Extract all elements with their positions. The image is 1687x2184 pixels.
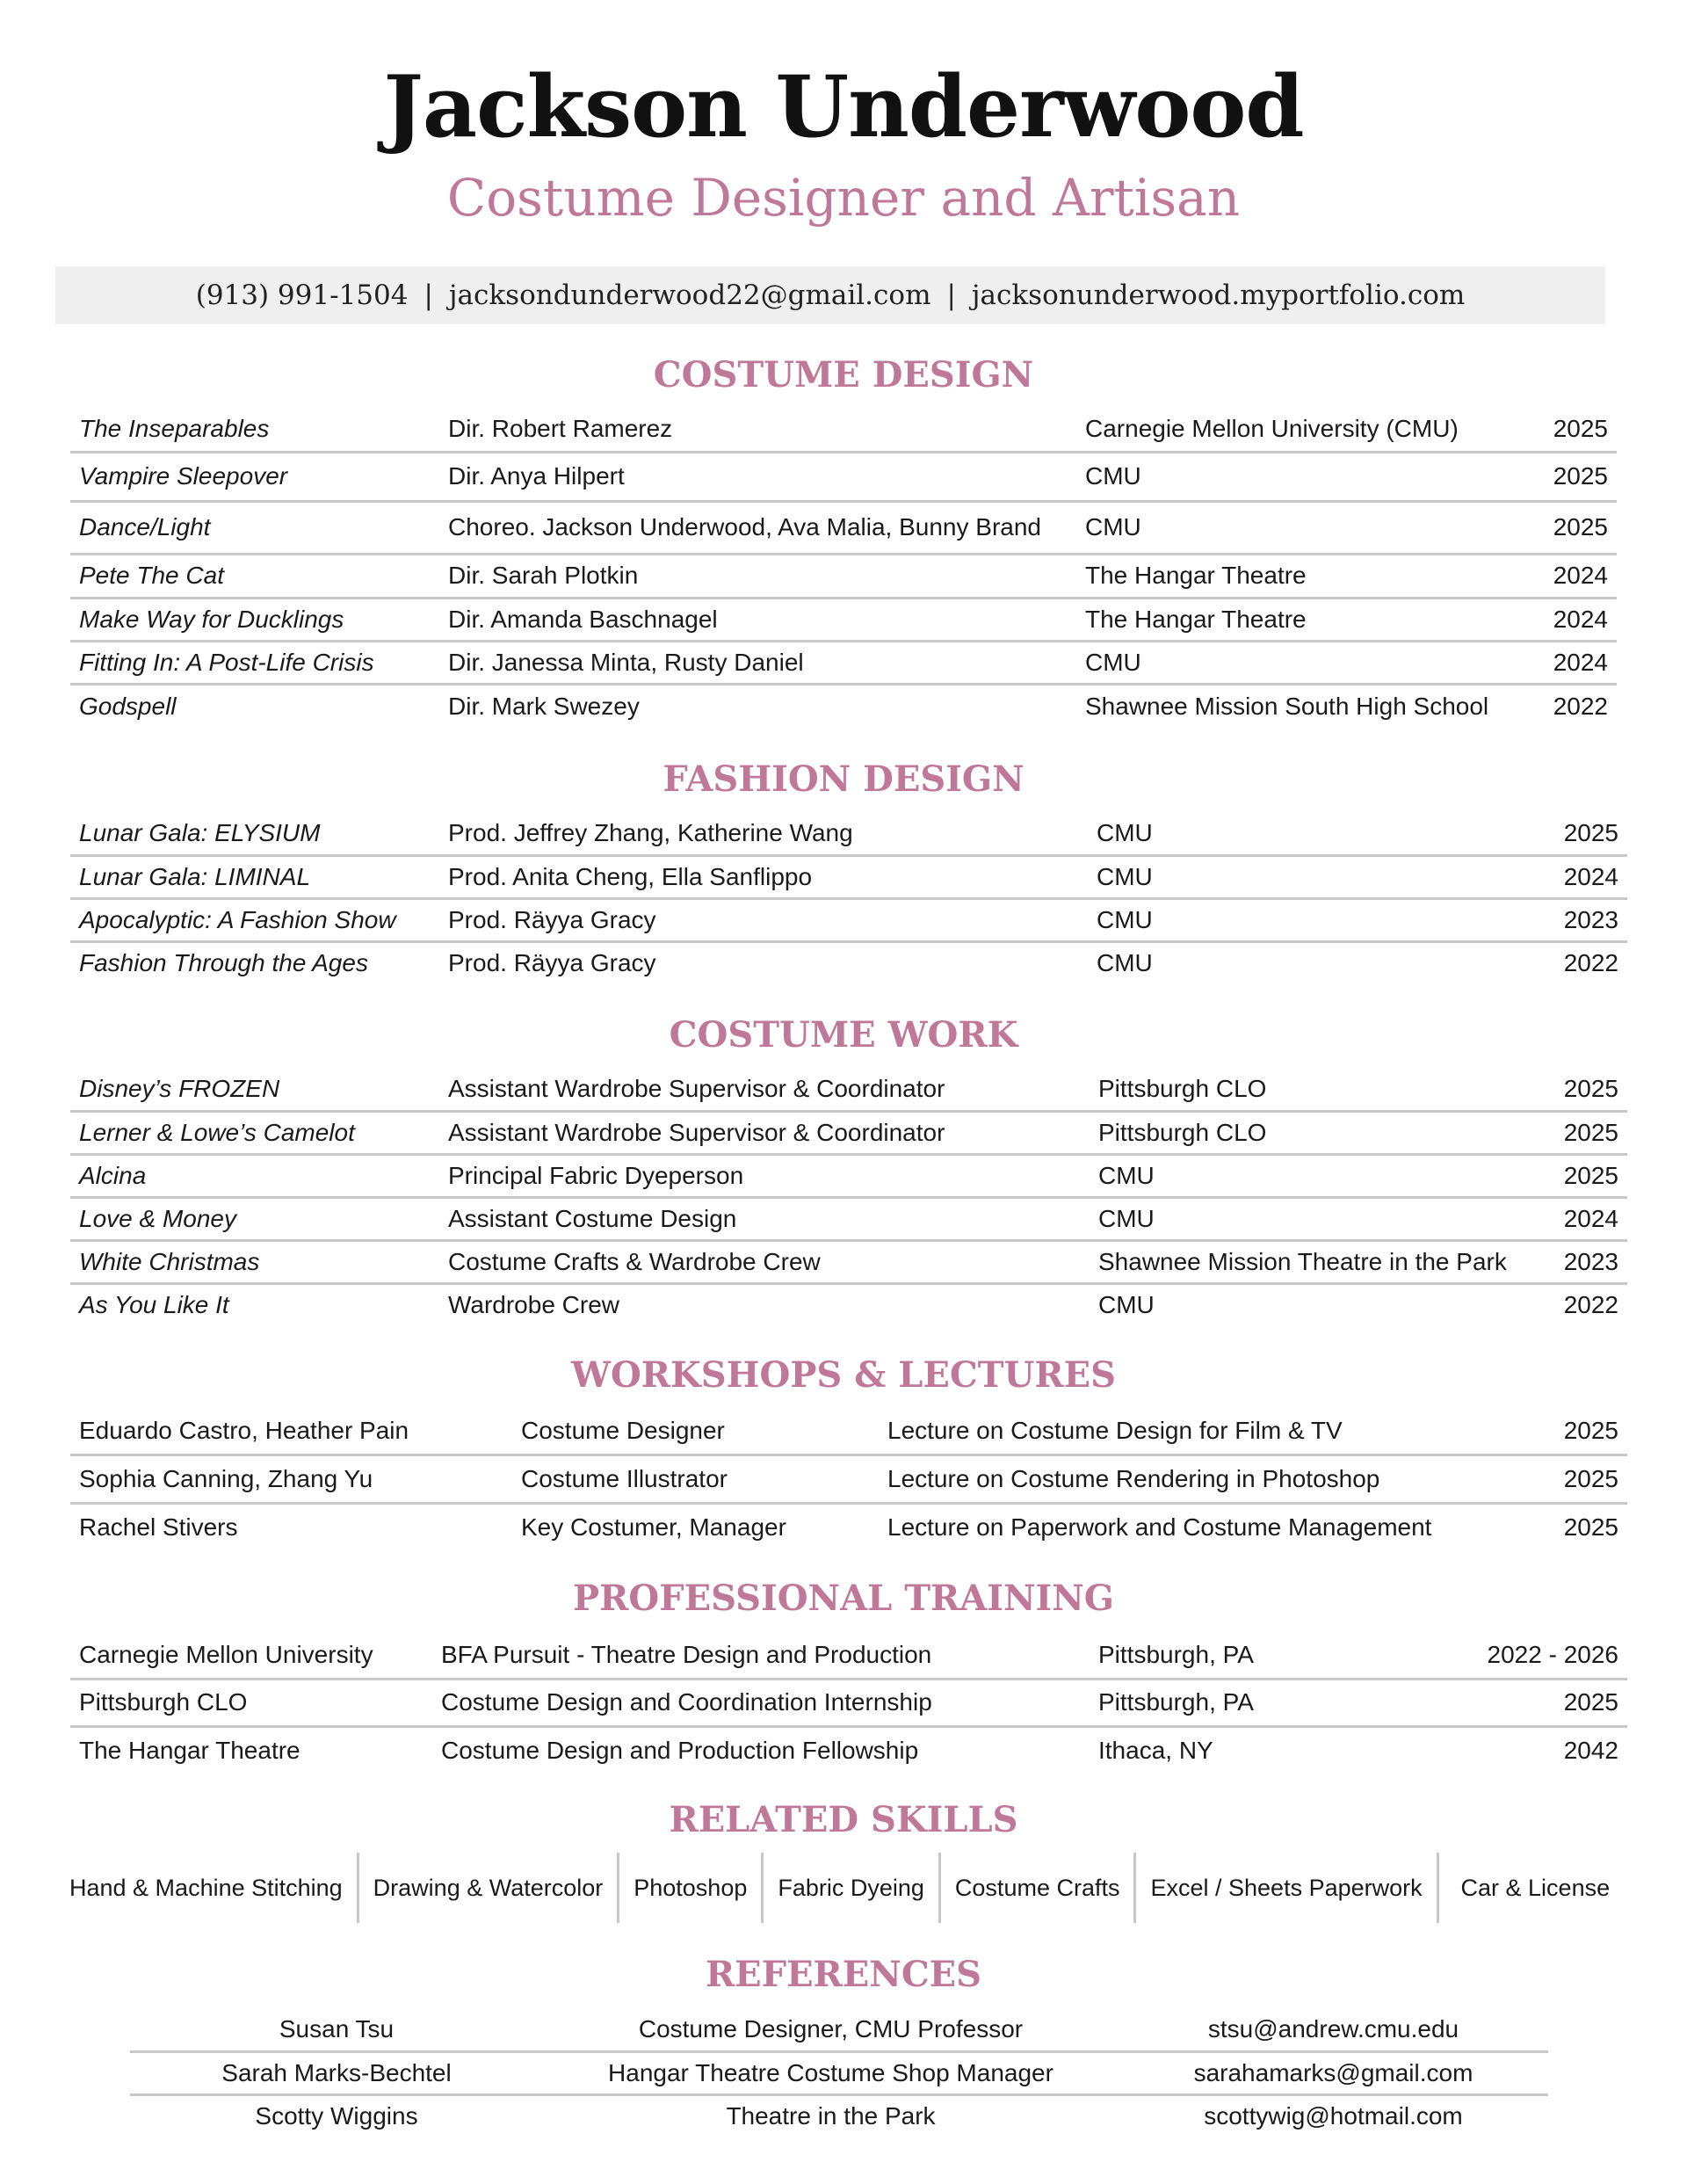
year: 2025 [1553,414,1608,442]
credit: Assistant Costume Design [439,1197,1090,1240]
year: 2024 [1520,554,1617,598]
year: 2024 [1531,855,1627,898]
table-row [70,1111,1627,1154]
year: 2025 [1531,1111,1627,1154]
contact-phone: (913) 991-1504 [195,279,409,311]
references-table [130,2008,1548,2137]
venue: Pittsburgh CLO [1098,1074,1267,1102]
venue: CMU [1088,898,1531,941]
section-title-training: PROFESSIONAL TRAINING [573,1578,1114,1619]
workshops-table [70,1408,1627,1551]
table-row [130,2051,1548,2094]
credit: Wardrobe Crew [439,1283,1090,1326]
table-row [70,1679,1627,1726]
credit: Dir. Anya Hilpert [439,452,1076,501]
contact-email[interactable]: jacksondunderwood22@gmail.com [448,279,931,311]
show-title: As You Like It [70,1283,439,1326]
skill-item: Hand & Machine Stitching [69,1874,343,1901]
credit: Assistant Wardrobe Supervisor & Coordinator [448,1074,945,1102]
table-row [70,1154,1627,1197]
organization: Carnegie Mellon University [79,1640,373,1668]
venue: Shawnee Mission South High School [1076,684,1520,728]
show-title: Vampire Sleepover [70,452,439,501]
year: 2025 [1520,501,1617,554]
credit: Costume Crafts & Wardrobe Crew [439,1240,1090,1283]
table-row [70,1726,1627,1774]
table-row [130,2008,1548,2051]
organization: Pittsburgh CLO [70,1679,432,1726]
year: 2023 [1531,898,1627,941]
reference-role: Costume Designer, CMU Professor [638,2014,1024,2043]
section-title-references: REFERENCES [705,1954,982,1995]
venue: Shawnee Mission Theatre in the Park [1090,1240,1531,1283]
section-title-costume-work: COSTUME WORK [669,1014,1018,1056]
year: 2025 [1563,1074,1618,1102]
skill-item: Excel / Sheets Paperwork [1133,1853,1436,1923]
venue: CMU [1076,501,1520,554]
venue: CMU [1090,1283,1531,1326]
venue: CMU [1076,641,1520,684]
lecture-topic: Lecture on Costume Rendering in Photoshop [879,1455,1509,1503]
location: Pittsburgh, PA [1090,1679,1469,1726]
venue: Carnegie Mellon University (CMU) [1085,414,1459,442]
section-title-fashion-design: FASHION DESIGN [662,758,1025,800]
show-title: The Inseparables [79,414,270,442]
resume-subtitle: Costume Designer and Artisan [446,168,1241,228]
resume-name: Jackson Underwood [383,57,1304,156]
year: 2025 [1509,1455,1627,1503]
year: 2022 [1520,684,1617,728]
reference-email[interactable]: scottywig@hotmail.com [1119,2094,1548,2137]
show-title: Fitting In: A Post-Life Crisis [70,641,439,684]
venue: CMU [1076,452,1520,501]
presenter: Rachel Stivers [70,1503,512,1551]
year: 2025 [1469,1679,1627,1726]
show-title: Lunar Gala: LIMINAL [70,855,439,898]
table-row [70,1240,1627,1283]
show-title: Pete The Cat [70,554,439,598]
show-title: Disney’s FROZEN [79,1074,280,1102]
year: 2024 [1531,1197,1627,1240]
table-row [70,1632,1627,1679]
credit: Dir. Sarah Plotkin [439,554,1076,598]
table-row [70,1283,1627,1326]
year: 2025 [1509,1503,1627,1551]
skill-item: Car & License [1437,1853,1632,1923]
fashion-design-table [70,812,1627,984]
contact-website[interactable]: jacksonunderwood.myportfolio.com [971,279,1466,311]
venue: The Hangar Theatre [1076,554,1520,598]
reference-name: Sarah Marks-Bechtel [130,2051,543,2094]
table-row [70,684,1617,728]
contact-separator: | [424,279,433,311]
location: Ithaca, NY [1090,1726,1469,1774]
credit: Choreo. Jackson Underwood, Ava Malia, Bunny Brand [439,501,1076,554]
show-title: Make Way for Ducklings [70,598,439,641]
skill-item: Fabric Dyeing [761,1853,938,1923]
year: 2025 [1563,818,1618,846]
table-row [70,501,1617,554]
reference-role: Theatre in the Park [543,2094,1119,2137]
credit: Assistant Wardrobe Supervisor & Coordinator [439,1111,1090,1154]
credit: Dir. Amanda Baschnagel [439,598,1076,641]
year: 2022 [1531,1283,1627,1326]
year: 2023 [1531,1240,1627,1283]
contact-bar [55,266,1605,324]
program: Costume Design and Coordination Internship [432,1679,1090,1726]
costume-work-table [70,1068,1627,1326]
year: 2024 [1520,598,1617,641]
year: 2025 [1563,1416,1618,1444]
table-row [70,1408,1627,1455]
year: 2024 [1520,641,1617,684]
year: 2022 [1531,941,1627,984]
venue: CMU [1097,818,1153,846]
skill-item: Photoshop [617,1853,761,1923]
year: 2025 [1531,1154,1627,1197]
reference-name: Susan Tsu [279,2014,395,2043]
organization: The Hangar Theatre [70,1726,432,1774]
reference-email[interactable]: stsu@andrew.cmu.edu [1207,2014,1459,2043]
year: 2022 - 2026 [1487,1640,1618,1668]
credit: Prod. Räyya Gracy [439,898,1088,941]
credit: Prod. Räyya Gracy [439,941,1088,984]
location: Pittsburgh, PA [1098,1640,1254,1668]
table-row [70,855,1627,898]
year: 2025 [1520,452,1617,501]
presenter-role: Costume Designer [521,1416,725,1444]
training-table [70,1632,1627,1774]
show-title: Dance/Light [70,501,439,554]
show-title: Godspell [70,684,439,728]
lecture-topic: Lecture on Costume Design for Film & TV [887,1416,1343,1444]
table-row [70,598,1617,641]
show-title: Apocalyptic: A Fashion Show [70,898,439,941]
table-row [70,941,1627,984]
reference-email[interactable]: sarahamarks@gmail.com [1119,2051,1548,2094]
presenter-role: Costume Illustrator [512,1455,879,1503]
venue: CMU [1088,855,1531,898]
section-title-costume-design: COSTUME DESIGN [653,354,1034,395]
show-title: Lerner & Lowe’s Camelot [70,1111,439,1154]
contact-separator: | [946,279,956,311]
credit: Prod. Anita Cheng, Ella Sanflippo [439,855,1088,898]
table-row [70,407,1617,452]
skills-row [55,1853,1632,1923]
show-title: Lunar Gala: ELYSIUM [79,818,321,846]
show-title: Love & Money [70,1197,439,1240]
venue: CMU [1090,1154,1531,1197]
costume-design-table [70,407,1617,728]
table-row [70,812,1627,855]
table-row [130,2094,1548,2137]
credit: Prod. Jeffrey Zhang, Katherine Wang [448,818,853,846]
section-title-workshops: WORKSHOPS & LECTURES [571,1354,1116,1396]
venue: Pittsburgh CLO [1090,1111,1531,1154]
credit: Dir. Mark Swezey [439,684,1076,728]
table-row [70,452,1617,501]
reference-name: Scotty Wiggins [130,2094,543,2137]
show-title: Fashion Through the Ages [70,941,439,984]
program: Costume Design and Production Fellowship [432,1726,1090,1774]
skill-item: Drawing & Watercolor [357,1853,618,1923]
venue: CMU [1088,941,1531,984]
venue: The Hangar Theatre [1076,598,1520,641]
table-row [70,898,1627,941]
venue: CMU [1090,1197,1531,1240]
presenter: Eduardo Castro, Heather Pain [79,1416,409,1444]
show-title: White Christmas [70,1240,439,1283]
table-row [70,1197,1627,1240]
presenter: Sophia Canning, Zhang Yu [70,1455,512,1503]
skill-item: Costume Crafts [938,1853,1134,1923]
table-row [70,1068,1627,1111]
program: BFA Pursuit - Theatre Design and Production [441,1640,932,1668]
credit: Principal Fabric Dyeperson [439,1154,1090,1197]
section-title-skills: RELATED SKILLS [669,1799,1018,1840]
year: 2042 [1469,1726,1627,1774]
credit: Dir. Robert Ramerez [448,414,673,442]
presenter-role: Key Costumer, Manager [512,1503,879,1551]
lecture-topic: Lecture on Paperwork and Costume Management [879,1503,1509,1551]
credit: Dir. Janessa Minta, Rusty Daniel [439,641,1076,684]
table-row [70,1503,1627,1551]
table-row [70,554,1617,598]
reference-role: Hangar Theatre Costume Shop Manager [543,2051,1119,2094]
table-row [70,1455,1627,1503]
show-title: Alcina [70,1154,439,1197]
table-row [70,641,1617,684]
